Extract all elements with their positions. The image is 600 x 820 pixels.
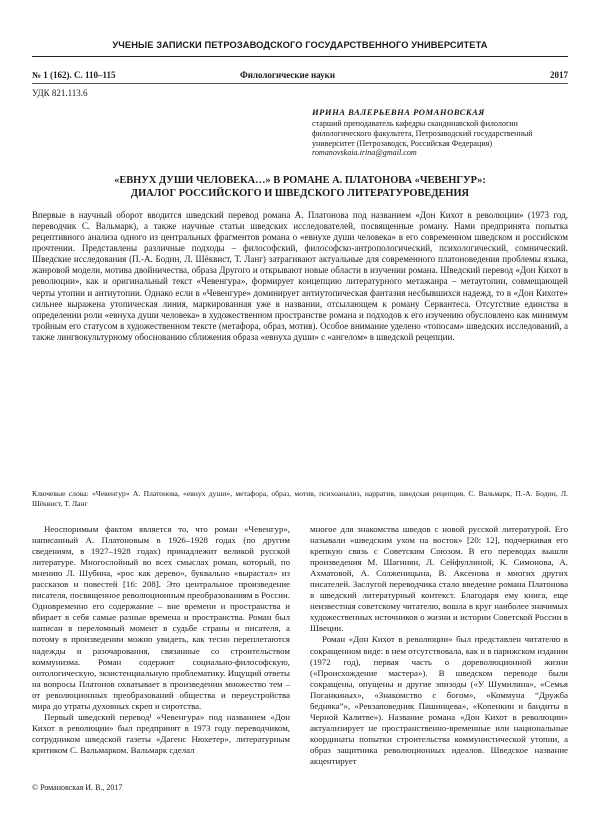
body-column-right [310, 524, 568, 767]
paragraph: Первый шведский перевод¹ «Чевенгура» под названием «Дон Кихот в революции» был предпринят в 1973 году переводчиком, сотрудником шведской газеты «Дагенс Нюхетер», литературным критиком С. Вальмарком. Вальмарк сделал [32, 711, 290, 755]
title-line-2: ДИАЛОГ РОССИЙСКОГО И ШВЕДСКОГО ЛИТЕРАТУРОВЕДЕНИЯ [130, 187, 470, 199]
header-rule [32, 56, 568, 57]
paragraph: Неоспоримым фактом является то, что роман «Чевенгур», написанный А. Платоновым в 1926–1928 годах (по другим сведениям, в 1927–1928 годах) принадлежит великой русской литературе. Многослойный во всех смыслах роман, который, по мнению Л. Шубина, «рос как дерево», буквально «вырастал» из рассказов и повестей [16: 208]. Это центральное произведение писателя, посвященное революционным преобразованиям в России. Одновременно его содержание – вне времени и пространства и вбирает в себя самые разные времена и пространства. Роман был написан в переломный момент в судьбе страны и писателя, а потому в произведении можно увидеть, как тесно переплетаются надежды и разочарования, связанные со строительством коммунизма. Роман содержит социально-философскую, онтологическую, экзистенциальную проблематику. Ищущий ответы на вопросы Платонов охватывает в произведении множество тем – от революционных преобразований общества и переустройства мира до утраты духовных скреп и сиротства. [32, 524, 290, 711]
paragraph: многое для знакомства шведов с новой русской литературой. Его называли «шведским ухом на восток» [20: 12], подчеркивая его крепкую связь с Советским Союзом. В его переводах вышли произведения М. Шагинян, Л. Сейфуллиной, К. Симонова, А. Ахматовой, А. Солженицына, В. Аксенова и многих других писателей. Заслугой переводчика стало введение романа Платонова в шведский литературный контекст. Благодаря ему книга, еще неизвестная советскому читателю, вошла в круг наиболее значимых художественных источников о жизни и истории Советской России в Швеции. [310, 524, 568, 634]
copyright-note: © Романовская И. В., 2017 [32, 783, 123, 792]
title-line-1: «ЕВНУХ ДУШИ ЧЕЛОВЕКА…» В РОМАНЕ А. ПЛАТОНОВА «ЧЕВЕНГУР»: [114, 175, 486, 186]
body-column-left [32, 524, 290, 756]
issue-year: 2017 [550, 70, 568, 80]
meta-rule [32, 83, 568, 84]
author-name: ИРИНА ВАЛЕРЬЕВНА РОМАНОВСКАЯ [312, 107, 485, 117]
article-title [32, 175, 568, 200]
author-affiliation: старший преподаватель кафедры скандинавской филологии филологического факультета, Петрозаводский государственный университет (Петрозаводск, Российская Федерация) [312, 119, 533, 148]
section-name: Филологические науки [240, 70, 336, 80]
keywords: Ключевые слова: «Чевенгур» А. Платонова, «евнух души», метафора, образ, мотив, психоанализ, нарратив, шведская рецепция, С. Вальмарк, П.-А. Бодин, Л. Шёквист, Т. Ланг [32, 489, 568, 508]
issue-info: № 1 (162). С. 110–115 [32, 70, 116, 80]
journal-title: УЧЕНЫЕ ЗАПИСКИ ПЕТРОЗАВОДСКОГО ГОСУДАРСТВЕННОГО УНИВЕРСИТЕТА [112, 40, 488, 50]
abstract: Впервые в научный оборот вводится шведский перевод романа А. Платонова под названием «Дон Кихот в революции» (1973 год, переводчик С. Вальмарк), а также научные статьи шведских исследователей, посвященные роману. Нами предпринята попытка рецептивного анализа одного из центральных фрагментов романа о «евнухе души человека» в его современном шведском и российском прочтении. Представлены различные подходы – философский, философско-антропологический, психологический, сомнический. Шведские исследования (П.-А. Бодин, Л. Шёквист, Т. Ланг) затрагивают актуальные для современного платоноведения проблемы языка, жанровой модели, мотива двойничества, образа Другого и открывают новые области в изучении романа. Шведский перевод «Дон Кихот в революции», как и оригинальный текст «Чевенгура», формирует концепцию литературного метажанра – метаутопии, совмещающей черты утопии и антиутопии. Однако если в «Чевенгуре» доминирует антиутопическая фантазия несбывшихся надежд, то в «Дон Кихоте» сильнее выражена утопическая линия, маркированная уже в названии, отсылающем к роману Сервантеса. Отсутствие единства в определении роли «евнуха души человека» в художественном пространстве романа и подходов к его изучению обусловлено как минимум тройным его статусом в художественном тексте (метафора, образ, мотив). Особое внимание уделено «топосам» шведских исследований, а также лингвокультурному обоснованию сближения образа «евнуха души» с «ангелом» в шведской рецепции. [32, 210, 568, 342]
author-block [300, 107, 568, 158]
udk-code: УДК 821.113.6 [32, 88, 88, 98]
author-email[interactable]: romanovskaia.irina@gmail.com [312, 148, 417, 158]
paragraph: Роман «Дон Кихот в революции» был представлен читателю в сокращенном виде: в нем отсутствовала, как и в парижском издании (1972 год), первая часть о дореволюционной жизни («Происхождение мастера»). В шведском переводе были сокращены, опущены и другие эпизоды («У Шумилина», «Семья Поганкиных», «Знакомство с богом», «Коммуна “Дружба бедняка”», «Ревзаповедник Пашинцева», «Копенкин и бандиты в Черной Калитве»). Название романа «Дон Кихот в революции» актуализирует не пространственно-временные или национальные координаты попытки строительства коммунистической утопии, а образ защитника революционных идеалов. Шведское название акцентирует [310, 634, 568, 766]
